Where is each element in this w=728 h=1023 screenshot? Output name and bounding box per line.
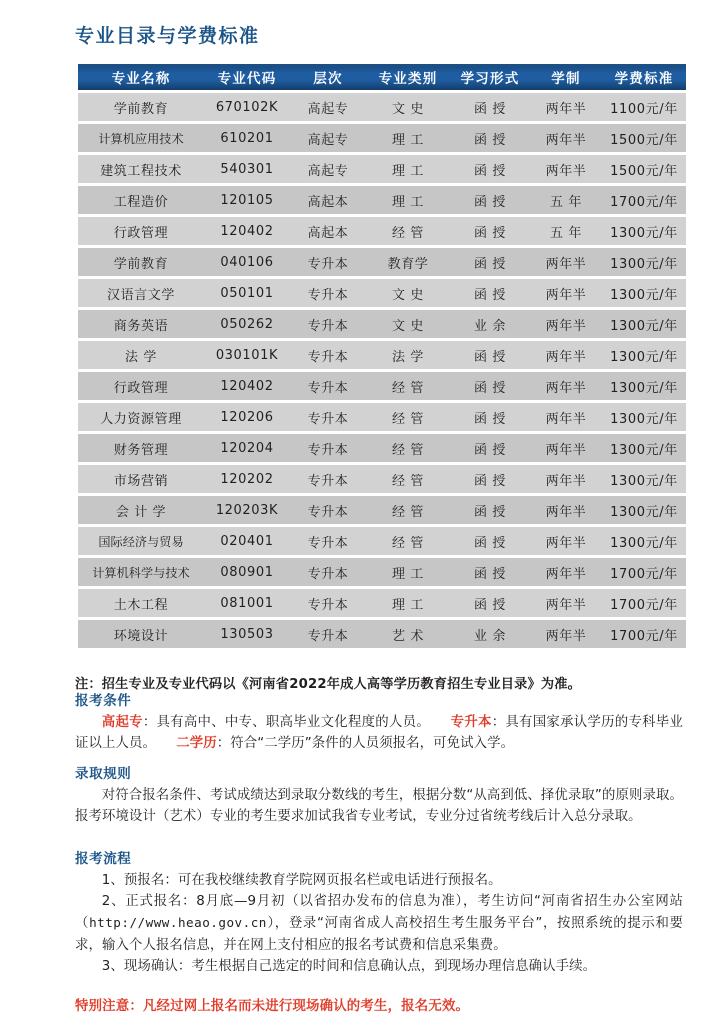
cell-major-name: 商务英语 [78, 310, 204, 338]
cell-study-form: 函 授 [450, 155, 530, 183]
application-step-1: 1、预报名：可在我校继续教育学院网页报名栏或电话进行预报名。 [101, 872, 502, 888]
cell-level: 专升本 [290, 558, 366, 586]
cell-duration: 两年半 [530, 620, 602, 648]
cell-level: 高起本 [290, 186, 366, 214]
cell-tuition: 1300元/年 [602, 310, 686, 338]
cell-category: 文 史 [366, 310, 450, 338]
cell-major-code: 081001 [204, 589, 290, 617]
table-row [78, 434, 686, 462]
cell-tuition: 1300元/年 [602, 279, 686, 307]
cell-study-form: 函 授 [450, 93, 530, 121]
cell-duration: 两年半 [530, 124, 602, 152]
cell-tuition: 1300元/年 [602, 403, 686, 431]
application-step-2 [75, 891, 683, 956]
cell-level: 专升本 [290, 372, 366, 400]
cell-category: 经 管 [366, 403, 450, 431]
cell-major-name: 汉语言文学 [78, 279, 204, 307]
cell-category: 经 管 [366, 465, 450, 493]
cell-category: 理 工 [366, 589, 450, 617]
cell-study-form: 业 余 [450, 620, 530, 648]
cell-category: 经 管 [366, 527, 450, 555]
section-heading-application-process: 报考流程 [75, 851, 132, 867]
cell-tuition: 1300元/年 [602, 434, 686, 462]
cell-category: 艺 术 [366, 620, 450, 648]
cell-category: 经 管 [366, 434, 450, 462]
cell-major-name: 计算机应用技术 [78, 124, 204, 152]
term-zhuanshengben: 专升本 [450, 714, 492, 730]
cell-level: 专升本 [290, 589, 366, 617]
table-row [78, 310, 686, 338]
cell-duration: 两年半 [530, 372, 602, 400]
cell-major-code: 030101K [204, 341, 290, 369]
column-header-major-code: 专业代码 [204, 64, 290, 90]
cell-category: 经 管 [366, 217, 450, 245]
cell-study-form: 函 授 [450, 248, 530, 276]
table-row [78, 620, 686, 648]
cell-study-form: 函 授 [450, 527, 530, 555]
cell-category: 经 管 [366, 496, 450, 524]
section-heading-admission-rules: 录取规则 [75, 766, 132, 782]
application-step-2-suffix: ），登录“河南省成人高校招生考生服务平台”，按照系统的提示和要求，输入个人报名信息，并在网上支付相应的报名考试费和信息采集费。 [75, 915, 683, 953]
table-row [78, 155, 686, 183]
cell-duration: 两年半 [530, 248, 602, 276]
column-header-duration: 学制 [530, 64, 602, 90]
table-row [78, 372, 686, 400]
cell-category: 理 工 [366, 186, 450, 214]
cell-major-name: 市场营销 [78, 465, 204, 493]
cell-category: 法 学 [366, 341, 450, 369]
text-erxueli: ：符合“二学历”条件的人员须报名，可免试入学。 [216, 736, 515, 752]
cell-duration: 两年半 [530, 279, 602, 307]
table-row [78, 93, 686, 121]
cell-major-code: 120402 [204, 217, 290, 245]
cell-major-name: 计算机科学与技术 [78, 558, 204, 586]
cell-major-name: 人力资源管理 [78, 403, 204, 431]
cell-major-name: 财务管理 [78, 434, 204, 462]
cell-level: 高起本 [290, 217, 366, 245]
cell-major-code: 050262 [204, 310, 290, 338]
cell-category: 理 工 [366, 124, 450, 152]
cell-level: 高起专 [290, 155, 366, 183]
cell-major-code: 120105 [204, 186, 290, 214]
table-row [78, 558, 686, 586]
cell-tuition: 1300元/年 [602, 372, 686, 400]
page-title: 专业目录与学费标准 [75, 25, 260, 47]
cell-major-code: 120402 [204, 372, 290, 400]
cell-study-form: 函 授 [450, 496, 530, 524]
table-body [78, 93, 686, 648]
table-row [78, 589, 686, 617]
cell-tuition: 1300元/年 [602, 465, 686, 493]
cell-major-code: 120203K [204, 496, 290, 524]
term-gaoqizhuan: 高起专 [101, 714, 143, 730]
cell-major-code: 080901 [204, 558, 290, 586]
cell-study-form: 函 授 [450, 465, 530, 493]
cell-tuition: 1300元/年 [602, 248, 686, 276]
cell-major-code: 670102K [204, 93, 290, 121]
cell-major-code: 120202 [204, 465, 290, 493]
cell-category: 理 工 [366, 558, 450, 586]
cell-duration: 两年半 [530, 93, 602, 121]
cell-major-name: 学前教育 [78, 93, 204, 121]
cell-major-name: 学前教育 [78, 248, 204, 276]
cell-major-name: 国际经济与贸易 [78, 527, 204, 555]
cell-tuition: 1300元/年 [602, 496, 686, 524]
cell-major-code: 040106 [204, 248, 290, 276]
cell-major-code: 120206 [204, 403, 290, 431]
section-heading-application-requirements: 报考条件 [75, 693, 132, 709]
cell-level: 专升本 [290, 310, 366, 338]
cell-major-code: 540301 [204, 155, 290, 183]
cell-duration: 五 年 [530, 217, 602, 245]
text-zhuanshengben: ：具有国家承认学历的专科毕业证以上人员。 [75, 714, 683, 752]
table-row [78, 248, 686, 276]
cell-level: 专升本 [290, 465, 366, 493]
term-erxueli: 二学历 [176, 736, 217, 752]
heao-website-url[interactable]: http://www.heao.gov.cn [89, 914, 267, 930]
table-row [78, 341, 686, 369]
cell-duration: 五 年 [530, 186, 602, 214]
cell-duration: 两年半 [530, 558, 602, 586]
cell-major-code: 610201 [204, 124, 290, 152]
cell-major-name: 行政管理 [78, 372, 204, 400]
cell-tuition: 1700元/年 [602, 620, 686, 648]
table-row [78, 186, 686, 214]
cell-level: 高起专 [290, 93, 366, 121]
cell-level: 专升本 [290, 279, 366, 307]
cell-duration: 两年半 [530, 403, 602, 431]
section-admission-rules [75, 765, 683, 828]
cell-major-code: 120204 [204, 434, 290, 462]
cell-duration: 两年半 [530, 465, 602, 493]
cell-tuition: 1700元/年 [602, 558, 686, 586]
cell-study-form: 函 授 [450, 124, 530, 152]
column-header-level: 层次 [290, 64, 366, 90]
cell-level: 专升本 [290, 496, 366, 524]
cell-major-name: 工程造价 [78, 186, 204, 214]
cell-study-form: 函 授 [450, 558, 530, 586]
table-row [78, 496, 686, 524]
cell-study-form: 函 授 [450, 341, 530, 369]
cell-tuition: 1300元/年 [602, 217, 686, 245]
catalog-note: 注：招生专业及专业代码以《河南省2022年成人高等学历教育招生专业目录》为准。 [75, 677, 582, 692]
cell-study-form: 函 授 [450, 217, 530, 245]
cell-tuition: 1300元/年 [602, 527, 686, 555]
table-row [78, 279, 686, 307]
cell-level: 专升本 [290, 620, 366, 648]
cell-study-form: 函 授 [450, 186, 530, 214]
cell-major-name: 建筑工程技术 [78, 155, 204, 183]
cell-level: 专升本 [290, 527, 366, 555]
cell-level: 专升本 [290, 403, 366, 431]
cell-major-name: 法 学 [78, 341, 204, 369]
cell-duration: 两年半 [530, 155, 602, 183]
cell-major-code: 050101 [204, 279, 290, 307]
major-catalog-table [78, 61, 686, 651]
text-gaoqizhuan: ：具有高中、中专、职高毕业文化程度的人员。 [142, 714, 424, 730]
cell-major-name: 土木工程 [78, 589, 204, 617]
major-catalog-table-container [78, 61, 686, 651]
column-header-study-form: 学习形式 [450, 64, 530, 90]
cell-study-form: 函 授 [450, 372, 530, 400]
cell-tuition: 1700元/年 [602, 186, 686, 214]
table-row [78, 527, 686, 555]
cell-duration: 两年半 [530, 589, 602, 617]
cell-tuition: 1700元/年 [602, 589, 686, 617]
cell-study-form: 函 授 [450, 589, 530, 617]
cell-category: 文 史 [366, 93, 450, 121]
cell-major-code: 130503 [204, 620, 290, 648]
application-step-3: 3、现场确认：考生根据自己选定的时间和信息确认点，到现场办理信息确认手续。 [101, 959, 597, 975]
cell-level: 高起专 [290, 124, 366, 152]
cell-duration: 两年半 [530, 496, 602, 524]
admission-rules-body: 对符合报名条件、考试成绩达到录取分数线的考生，根据分数“从高到低、择优录取”的原则录取。报考环境设计（艺术）专业的考生要求加试我省专业考试，专业分过省统考线后计入总分录取。 [75, 787, 683, 825]
table-row [78, 403, 686, 431]
special-warning-note: 特别注意：凡经过网上报名而未进行现场确认的考生，报名无效。 [75, 999, 470, 1014]
cell-major-name: 会 计 学 [78, 496, 204, 524]
application-requirements-body [75, 712, 683, 755]
cell-tuition: 1100元/年 [602, 93, 686, 121]
table-row [78, 124, 686, 152]
cell-study-form: 函 授 [450, 279, 530, 307]
section-application-process [75, 850, 683, 978]
cell-major-name: 环境设计 [78, 620, 204, 648]
table-row [78, 217, 686, 245]
column-header-tuition: 学费标准 [602, 64, 686, 90]
column-header-category: 专业类别 [366, 64, 450, 90]
cell-major-code: 020401 [204, 527, 290, 555]
cell-level: 专升本 [290, 341, 366, 369]
application-step-2-prefix: 2、正式报名：8月底—9月初（以省招办发布的信息为准），考生访问“河南省招生办公室网站（ [75, 894, 683, 931]
cell-tuition: 1300元/年 [602, 341, 686, 369]
cell-duration: 两年半 [530, 341, 602, 369]
cell-tuition: 1500元/年 [602, 124, 686, 152]
table-header [78, 64, 686, 90]
cell-level: 专升本 [290, 248, 366, 276]
cell-duration: 两年半 [530, 527, 602, 555]
cell-duration: 两年半 [530, 434, 602, 462]
cell-study-form: 函 授 [450, 434, 530, 462]
cell-major-name: 行政管理 [78, 217, 204, 245]
cell-category: 教育学 [366, 248, 450, 276]
section-application-requirements [75, 692, 683, 755]
cell-level: 专升本 [290, 434, 366, 462]
cell-category: 文 史 [366, 279, 450, 307]
table-header-row [78, 64, 686, 90]
cell-tuition: 1500元/年 [602, 155, 686, 183]
cell-study-form: 业 余 [450, 310, 530, 338]
column-header-major-name: 专业名称 [78, 64, 204, 90]
table-row [78, 465, 686, 493]
cell-category: 理 工 [366, 155, 450, 183]
cell-study-form: 函 授 [450, 403, 530, 431]
cell-duration: 两年半 [530, 310, 602, 338]
cell-category: 经 管 [366, 372, 450, 400]
